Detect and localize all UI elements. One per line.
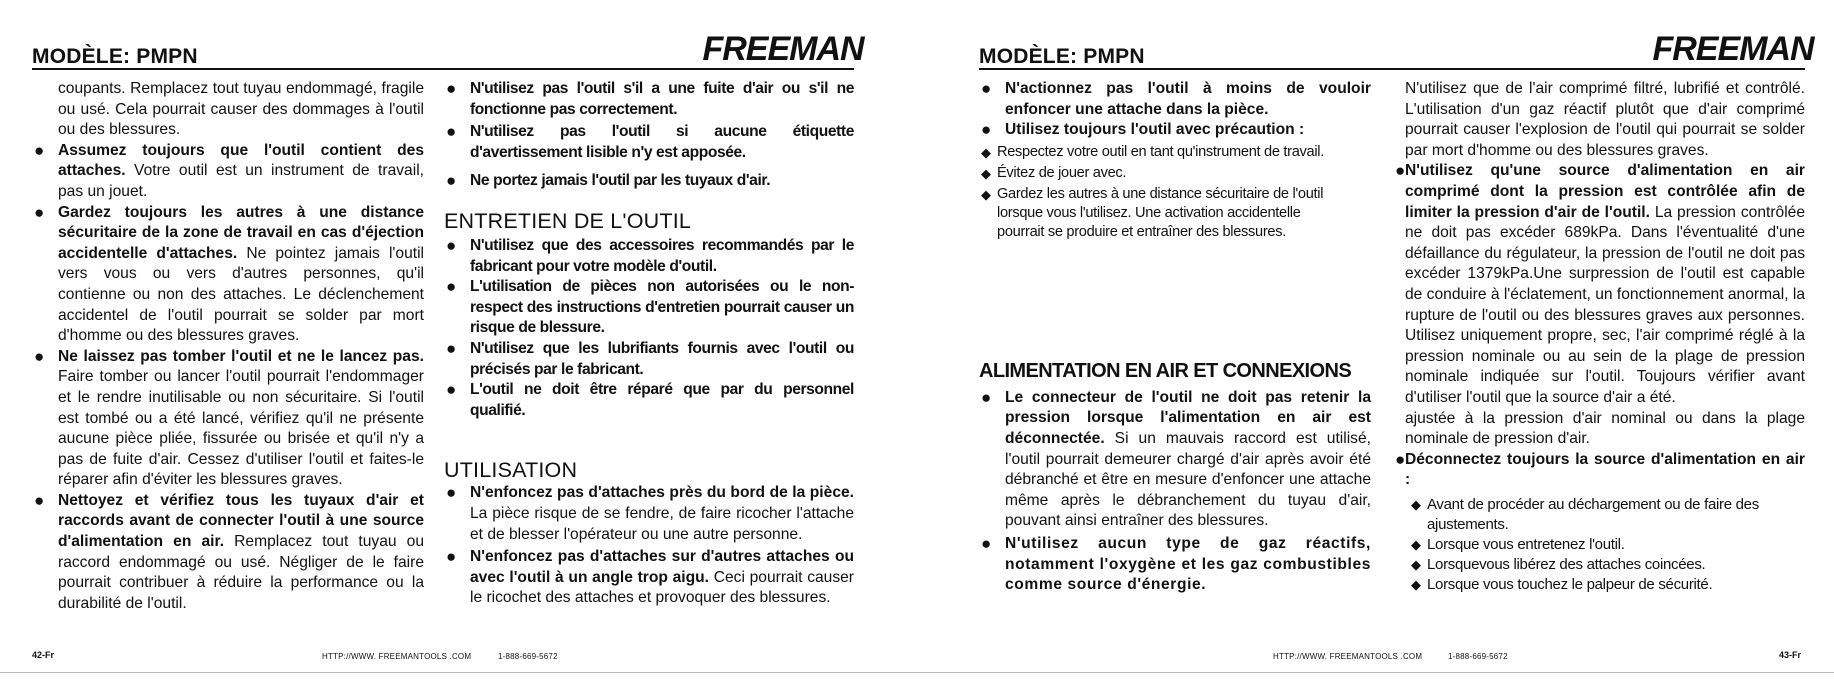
footer-phone: 1-888-669-5672 <box>1448 652 1508 661</box>
bullet-item <box>1393 161 1805 408</box>
bullet-item <box>32 203 424 347</box>
bullet-bold: Assumez toujours que l'outil contient des attaches. <box>58 141 424 180</box>
diamond-item: ◆ Lorsque vous entretenez l'outil. <box>1409 535 1779 555</box>
bullet-bold: N'enfoncez pas d'attaches près du bord de la pièce. <box>470 484 854 502</box>
bullet-item <box>444 483 854 545</box>
bottom-divider <box>0 672 1834 673</box>
bullet-bold: Nettoyez et vérifiez tous les tuyaux d'air et raccords avant de connecter l'outil à une source d'alimentation en air. <box>58 491 424 551</box>
bullet-text: La pression contrôlée ne doit pas excéder 689kPa. Dans l'éventualité d'une défaillance du régulateur, la pression de l'outil ne doit pas excéder 1379kPa.Une surpression de l'outil est capable de conduire à l'éclatement, un fonctionnement anormal, la rupture de l'outil ou des blessures graves aux personnes. Utilisez uniquement propre, sec, l'air comprimé réglé à la pression nominale ou au sein de la plage de pression nominale indiquée sur l'outil. Toujours vérifier avant d'utiliser l'outil que la source d'air a été. <box>1405 203 1806 406</box>
bullet-item <box>979 388 1371 532</box>
page-number: 42-Fr <box>32 650 55 660</box>
diamond-item: ◆ Respectez votre outil en tant qu'instrument de travail. <box>979 143 1371 162</box>
bullet-text: Faire tomber ou lancer l'outil pourrait l'endommager et le rendre inutilisable ou non sécuritaire. Si l'outil est tombé ou a été lancé, vérifiez qu'il ne présente aucune pièce pliée, fissurée ou brisée et qu'il n'y a pas de fuite d'air. Cessez d'utiliser l'outil et faites-le réparer afin d'éviter les blessures graves. <box>58 368 424 489</box>
bullet-item: ● Utilisez toujours l'outil avec précaution : <box>979 120 1371 141</box>
bullet-item <box>32 491 424 615</box>
bullet-bold: Ne laissez pas tomber l'outil et ne le lancez pas. <box>58 347 424 365</box>
diamond-list <box>1393 495 1805 595</box>
bullet-item: ● N'utilisez pas l'outil si aucune étiquette d'avertissement lisible n'y est apposée. <box>444 122 854 163</box>
bullet-bold: N'enfoncez pas d'attaches sur d'autres attaches ou avec l'outil à un angle trop aigu. <box>470 548 854 586</box>
bullet-item: ● N'utilisez que des accessoires recommandés par le fabricant pour votre modèle d'outil. <box>444 236 854 277</box>
bullet-item: ● N'actionnez pas l'outil à moins de vouloir enfoncer une attache dans la pièce. <box>979 79 1371 120</box>
bullet-item <box>32 141 424 203</box>
footer-phone: 1-888-669-5672 <box>498 652 558 661</box>
left-col-2 <box>444 79 854 609</box>
header-rule <box>32 68 854 70</box>
bullet-item: ● Ne portez jamais l'outil par les tuyaux d'air. <box>444 171 854 192</box>
bullet-item: ● N'utilisez que les lubrifiants fournis avec l'outil ou précisés par le fabricant. <box>444 339 854 380</box>
bullet-item: ● L'utilisation de pièces non autorisées ou le non-respect des instructions d'entretien pourrait causer un risque de blessure. <box>444 277 854 339</box>
footer-url: HTTP://WWW. FREEMANTOOLS .COM <box>322 652 472 661</box>
bullet-bold: N'utilisez qu'une source d'alimentation en air comprimé dont la pression est contrôlée afin de limiter la pression d'air de l'outil. <box>1405 162 1805 221</box>
bullet-item <box>32 347 424 491</box>
left-col-1 <box>32 79 424 614</box>
right-col-2 <box>1393 79 1805 595</box>
paragraph: ajustée à la pression d'air nominal ou dans la plage nominale de pression d'air. <box>1405 409 1805 448</box>
bullet-text: Votre outil est un instrument de travail, pas un jouet. <box>58 162 424 200</box>
diamond-item: ◆ Avant de procéder au déchargement ou de faire des ajustements. <box>1409 495 1779 535</box>
section-heading-alimentation: ALIMENTATION EN AIR ET CONNEXIONS <box>979 359 1352 382</box>
bullet-bold: Gardez toujours les autres à une distance sécuritaire de la zone de travail en cas d'éjection accidentelle d'attaches. <box>58 203 424 262</box>
bullet-item: ● L'outil ne doit être réparé que par du personnel qualifié. <box>444 380 854 421</box>
model-label: MODÈLE: PMPN <box>979 45 1145 68</box>
model-label: MODÈLE: PMPN <box>32 45 198 68</box>
bullet-text: Si un mauvais raccord est utilisé, l'outil pourrait demeurer chargé d'air après avoir été débranché et être en mesure d'enfoncer une attache même après le débranchement du tuyau d'air, pouvant ainsi entraîner des blessures. <box>1005 429 1371 530</box>
bullet-text: Remplacez tout tuyau ou raccord endommagé ou usé. Négliger de le faire pourrait contribuer à réduire la performance ou la durabilité de l'outil. <box>58 533 424 612</box>
logo-text: FREEMAN <box>1652 30 1814 68</box>
bullet-item: ● N'utilisez aucun type de gaz réactifs, notamment l'oxygène et les gaz combustibles comme source d'énergie. <box>979 534 1371 596</box>
diamond-item: ◆ Évitez de jouer avec. <box>979 164 1371 183</box>
page-number: 43-Fr <box>1779 650 1802 660</box>
logo-text: FREEMAN <box>702 30 864 68</box>
bullet-item <box>444 547 854 609</box>
freeman-logo <box>702 28 864 68</box>
bullet-text: La pièce risque de se fendre, de faire ricocher l'attache et de blesser l'opérateur ou une autre personne. <box>470 504 854 543</box>
bullet-text: Ceci pourrait causer le ricochet des attaches et provoquer des blessures. <box>470 568 854 607</box>
bullet-bold: Le connecteur de l'outil ne doit pas retenir la pression lorsque l'alimentation en air est déconnectée. <box>1005 388 1371 447</box>
diamond-item: ◆ Lorsque vous touchez le palpeur de sécurité. <box>1409 575 1779 595</box>
section-heading-utilisation: UTILISATION <box>444 458 578 483</box>
diamond-item: ◆ Gardez les autres à une distance sécuritaire de l'outil lorsque vous l'utilisez. Une activation accidentelle pourrait se produire et entraîner des blessures. <box>979 185 1371 242</box>
paragraph: coupants. Remplacez tout tuyau endommagé, fragile ou usé. Cela pourrait causer des dommages à l'outil ou des blessures. <box>58 80 424 139</box>
footer-url: HTTP://WWW. FREEMANTOOLS .COM <box>1273 652 1423 661</box>
section-heading-entretien: ENTRETIEN DE L'OUTIL <box>444 208 692 233</box>
header-rule <box>979 68 1805 70</box>
bullet-item: ● N'utilisez pas l'outil s'il a une fuite d'air ou s'il ne fonctionne pas correctement. <box>444 79 854 120</box>
right-col-1 <box>979 79 1371 596</box>
bullet-text: Ne pointez jamais l'outil vers vous ou vers d'autres personnes, qu'il contienne ou non des attaches. Le déclenchement accidentel de l'outil pourrait se solder par mort d'homme ou des blessures graves. <box>58 244 425 345</box>
right-page <box>917 0 1834 681</box>
paragraph: N'utilisez que de l'air comprimé filtré, lubrifié et contrôlé. L'utilisation d'un gaz réactif plutôt que d'air comprimé pourrait causer l'explosion de l'outil qui pourrait se solder par mort d'homme ou des blessures graves. <box>1405 80 1805 159</box>
diamond-item: ◆ Lorsquevous libérez des attaches coincées. <box>1409 555 1779 575</box>
freeman-logo <box>1652 28 1814 68</box>
bullet-item: ● Déconnectez toujours la source d'alimentation en air : <box>1393 450 1805 491</box>
